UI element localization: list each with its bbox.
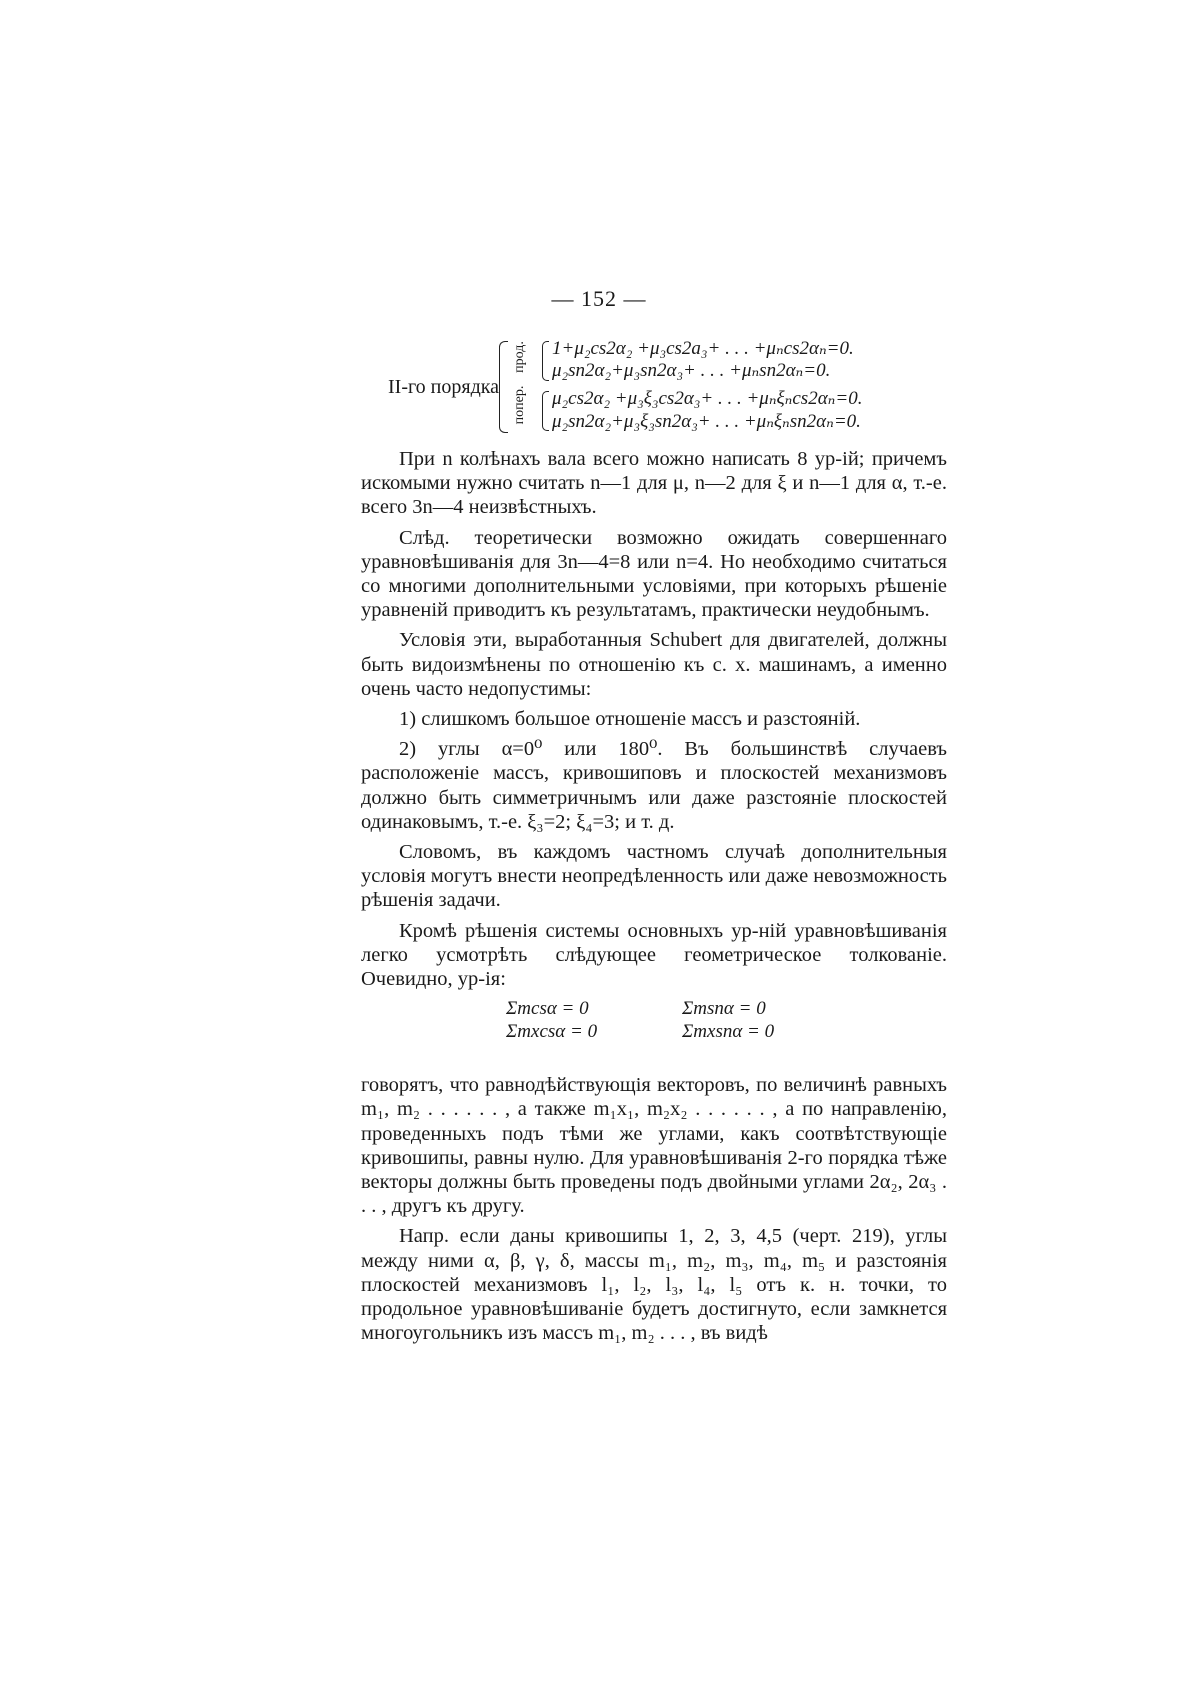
equation-line-1: 1+μ₂cs2α₂ +μ₃cs2a₃+ . . . +μₙcs2αₙ=0. [552,338,854,359]
equation-line-2: μ₂sn2α₂+μ₃sn2α₃+ . . . +μₙsn2αₙ=0. [552,360,831,381]
formula-block [361,997,947,1043]
list-item: 1) слишкомъ большое отношенiе массъ и разстоянiй. [399,708,861,731]
paragraph: Словомъ, въ каждомъ частномъ случаѣ дополнительныя условiя могутъ внести неопредѣленность или даже невозможность рѣшенiя задачи. [361,841,947,912]
equation-block [388,337,948,437]
paragraph: Кромѣ рѣшенiя системы основныхъ ур-нiй уравновѣшиванiя легко усмотрѣть слѣдующее геометрическое толкованiе. Очевидно, ур-iя: [361,919,947,991]
equation-line-4: μ₂sn2α₂+μ₃ξ₃sn2α₃+ . . . +μₙξₙsn2αₙ=0. [552,411,861,432]
order-label: II-го порядка [388,376,500,398]
paragraph: При n колѣнахъ вала всего можно написать 8 ур-iй; причемъ искомыми нужно считать n—1 для μ, n—2 для ξ и n—1 для α, т.-е. всего 3n—4 неизвѣстныхъ. [361,448,947,519]
paragraph: Напр. если даны кривошипы 1, 2, 3, 4,5 (черт. 219), углы между ними α, β, γ, δ, массы m₁, m₂, m₃, m₄, m₅ и разстоянiя плоскостей механизмовъ l₁, l₂, l₃, l₄, l₅ отъ к. н. точки, то продольное уравновѣшиванiе будетъ достигнуто, если замкнется многоугольникъ изъ массъ m₁, m₂ . . . , въ видѣ [361,1225,947,1345]
paragraph: говорятъ, что равнодѣйствующiя векторовъ, по величинѣ равныхъ m₁, m₂ . . . . . . , а также m₁x₁, m₂x₂ . . . . . . , а по направленiю, проведенныхъ подъ тѣми же углами, какъ соотвѣтствующiе кривошипы, равны нулю. Для уравновѣшиванiя 2-го порядка тѣже векторы должны быть проведены подъ двойными углами 2α₂, 2α₃ . . . , другъ къ другу. [361,1074,947,1218]
equation-line-3: μ₂cs2α₂ +μ₃ξ₃cs2α₃+ . . . +μₙξₙcs2αₙ=0. [552,388,863,409]
paragraph: Слѣд. теоретически возможно ожидать совершеннаго уравновѣшиванiя для 3n—4=8 или n=4. Но необходимо считаться со многими дополнительными условiями, при которыхъ рѣшенiе уравненiй приводитъ къ результатамъ, практически неудобнымъ. [361,526,947,622]
page-number: — 152 — [551,286,647,311]
transverse-brace [542,391,549,431]
formula: Σmxsnα = 0 [682,1021,775,1043]
formula: Σmcsα = 0 [506,998,589,1020]
outer-brace [499,341,508,433]
transverse-label: попер. [512,385,527,425]
longitudinal-brace [542,341,549,381]
longitudinal-label: прод. [512,341,527,373]
formula: Σmsnα = 0 [682,998,766,1020]
paragraph: Условiя эти, выработанныя Schubert для двигателей, должны быть видоизмѣнены по отношенiю къ с. х. машинамъ, а именно очень часто недопустимы: [361,629,947,700]
body-text [361,447,947,1352]
list-item: 2) углы α=0⁰ или 180⁰. Въ большинствѣ случаевъ расположенiе массъ, кривошиповъ и плоскостей механизмовъ должно быть симметричнымъ или даже разстоянiе плоскостей одинаковымъ, т.-е. ξ₃=2; ξ₄=3; и т. д. [361,738,947,833]
formula: Σmxcsα = 0 [506,1021,598,1043]
